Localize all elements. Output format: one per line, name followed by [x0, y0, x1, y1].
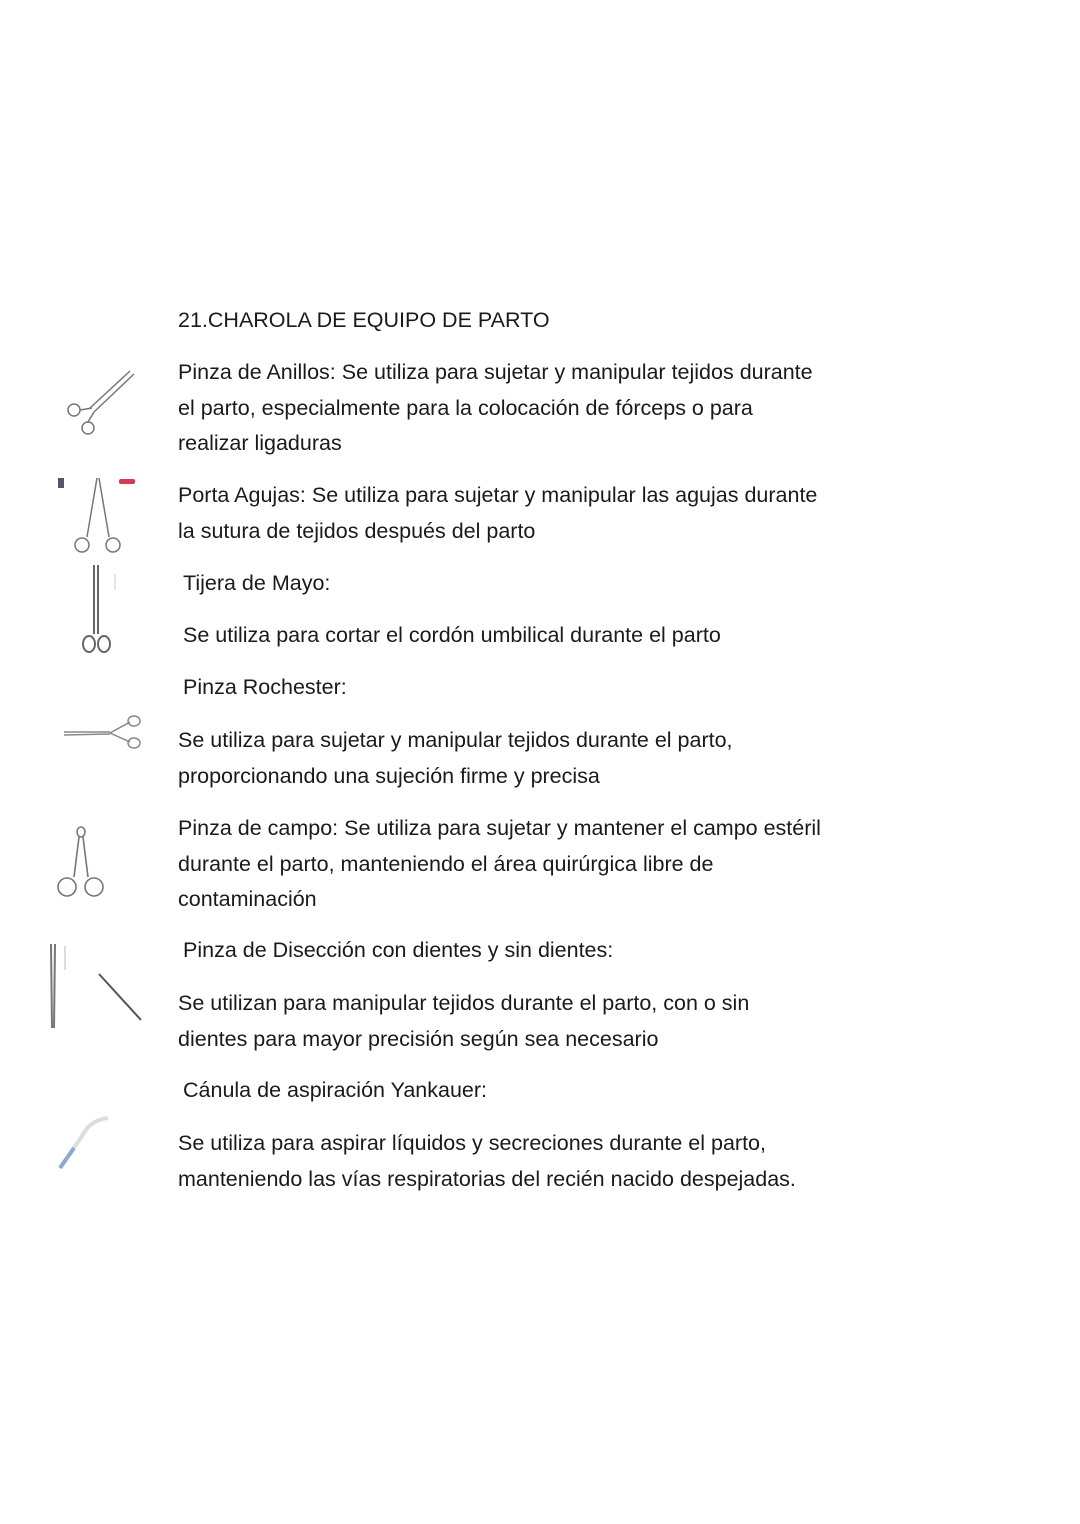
dissection-forceps-description: [178, 986, 749, 1057]
needle-holder-icon: [55, 475, 145, 560]
mayo-scissors-icon: [70, 562, 130, 657]
text-line: la sutura de tejidos después del parto: [178, 518, 536, 543]
dissection-forceps-heading: Pinza de Disección con dientes y sin dientes:: [183, 938, 614, 962]
yankauer-heading: Cánula de aspiración Yankauer:: [183, 1078, 487, 1102]
ring-forceps-icon: [60, 368, 140, 438]
towel-clamp-description: [178, 811, 821, 918]
page-title: 21.CHAROLA DE EQUIPO DE PARTO: [178, 308, 550, 332]
text-line: realizar ligaduras: [178, 431, 342, 455]
text-line: el parto, especialmente para la colocación de fórceps o para: [178, 395, 753, 420]
text-line: contaminación: [178, 887, 317, 911]
text-line: durante el parto, manteniendo el área quirúrgica libre de: [178, 851, 714, 876]
needle-holder-description: [178, 478, 817, 549]
mayo-scissors-heading: Tijera de Mayo:: [183, 571, 331, 595]
dissection-forceps-icon: [45, 940, 145, 1035]
text-line: Se utiliza para aspirar líquidos y secreciones durante el parto,: [178, 1131, 766, 1155]
text-line: Se utilizan para manipular tejidos durante el parto, con o sin: [178, 991, 750, 1015]
text-line: Porta Agujas: Se utiliza para sujetar y manipular las agujas durante: [178, 483, 818, 507]
yankauer-suction-icon: [52, 1112, 117, 1177]
text-line: dientes para mayor precisión según sea necesario: [178, 1026, 659, 1051]
rochester-description: [178, 723, 733, 794]
mayo-scissors-description: Se utiliza para cortar el cordón umbilical durante el parto: [183, 623, 721, 647]
text-line: manteniendo las vías respiratorias del recién nacido despejadas.: [178, 1166, 796, 1191]
text-line: Pinza de Anillos: Se utiliza para sujetar y manipular tejidos durante: [178, 360, 813, 384]
ring-forceps-description: [178, 355, 813, 462]
yankauer-description: [178, 1126, 796, 1197]
towel-clamp-icon: [52, 825, 112, 905]
text-line: proporcionando una sujeción firme y precisa: [178, 763, 600, 788]
text-line: Se utiliza para sujetar y manipular tejidos durante el parto,: [178, 728, 733, 752]
rochester-forceps-icon: [60, 712, 145, 752]
text-line: Pinza de campo: Se utiliza para sujetar y mantener el campo estéril: [178, 816, 821, 840]
rochester-heading: Pinza Rochester:: [183, 675, 347, 699]
